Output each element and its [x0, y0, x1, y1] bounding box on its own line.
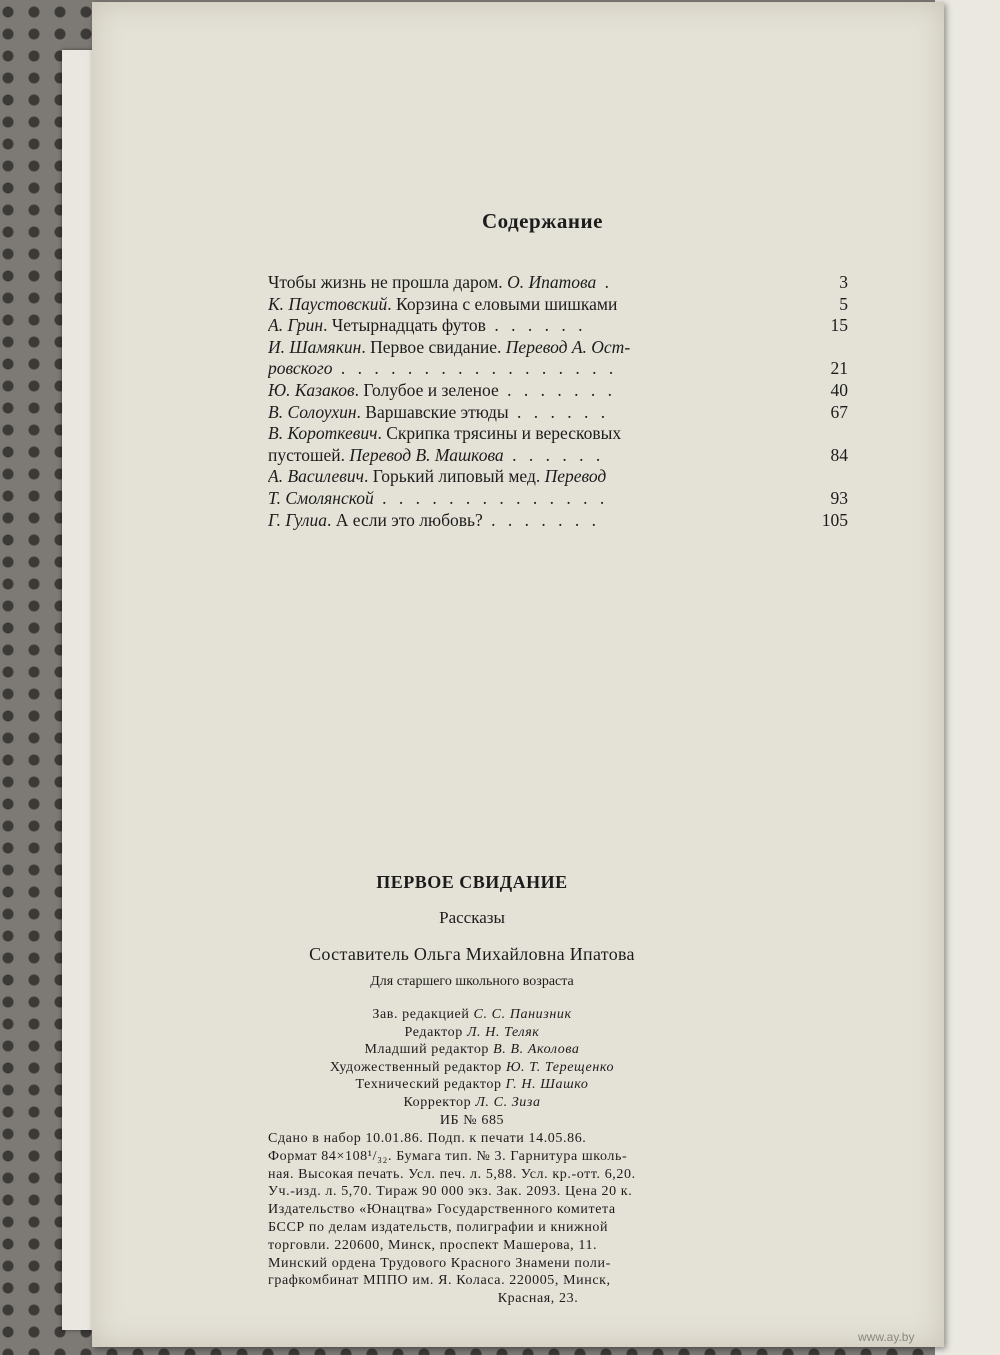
- book-title: ПЕРВОЕ СВИДАНИЕ: [376, 872, 568, 892]
- imprint-line: торговли. 220600, Минск, проспект Машерова, 11.: [268, 1237, 598, 1253]
- credit-line: Художественный редактор Ю. Т. Терещенко: [329, 1059, 615, 1075]
- toc-entry: А. Грин. Четырнадцать футов . . . . . . 15: [268, 315, 848, 336]
- imprint-line: Уч.-изд. л. 5,70. Тираж 90 000 экз. Зак. 2093. Цена 20 к.: [268, 1184, 633, 1200]
- imprint-line: Сдано в набор 10.01.86. Подп. к печати 14.05.86.: [268, 1131, 587, 1146]
- toc-entry: В. Короткевич. Скрипка трясины и вересковых: [268, 423, 622, 444]
- book-genre: Рассказы: [439, 908, 505, 927]
- credit-line: Редактор Л. Н. Теляк: [404, 1024, 540, 1040]
- imprint-line: Издательство «Юнацтва» Государственного комитета: [268, 1202, 616, 1218]
- toc-page-number: 5: [839, 293, 848, 314]
- credit-line: Зав. редакцией С. С. Панизник: [372, 1007, 572, 1022]
- audience-line: Для старшего школьного возраста: [370, 974, 574, 989]
- toc-entry: пустошей. Перевод В. Машкова . . . . . . 84: [268, 444, 848, 465]
- compiler-line: Составитель Ольга Михайловна Ипатова: [309, 944, 635, 964]
- imprint-line: Минский ордена Трудового Красного Знамени поли-: [268, 1255, 611, 1271]
- credit-line: Корректор Л. С. Зиза: [403, 1094, 541, 1110]
- toc-heading: Содержание: [482, 209, 603, 233]
- facing-page-edge: [935, 0, 1000, 1355]
- imprint-line: Красная, 23.: [497, 1291, 579, 1307]
- credit-line: Младший редактор В. В. Аколова: [364, 1042, 580, 1058]
- toc-page-number: 21: [830, 358, 848, 379]
- imprint-line: БССР по делам издательств, полиграфии и книжной: [268, 1219, 609, 1235]
- toc-page-number: 93: [830, 487, 848, 508]
- toc-entry: К. Паустовский. Корзина с еловыми шишками 5: [268, 293, 848, 314]
- credit-line: Технический редактор Г. Н. Шашко: [355, 1077, 589, 1093]
- toc-entry: В. Солоухин. Варшавские этюды . . . . . . 67: [268, 401, 848, 422]
- toc-page-number: 40: [830, 379, 848, 400]
- credit-line: ИБ № 685: [439, 1112, 505, 1128]
- toc-page-number: 84: [830, 444, 848, 465]
- toc-page-number: 105: [821, 509, 848, 530]
- table-of-contents: [268, 272, 848, 531]
- toc-entry: Г. Гулиа. А если это любовь? . . . . . . . 105: [268, 509, 848, 530]
- toc-entry: Ю. Казаков. Голубое и зеленое . . . . . . . 40: [268, 379, 848, 400]
- toc-page-number: 3: [839, 272, 848, 292]
- toc-entry: ровского . . . . . . . . . . . . . . . . . 21: [268, 358, 848, 379]
- imprint-line: Формат 84×108¹/₃₂. Бумага тип. № 3. Гарнитура школь-: [268, 1148, 628, 1164]
- editorial-credits: [92, 1006, 852, 1129]
- imprint-line: ная. Высокая печать. Усл. печ. л. 5,88. Усл. кр.-отт. 6,20.: [268, 1166, 636, 1182]
- toc-page-number: 67: [830, 401, 848, 422]
- imprint-line: графкомбинат МППО им. Я. Коласа. 220005, Минск,: [268, 1273, 611, 1289]
- toc-entry: Т. Смолянской . . . . . . . . . . . . . . 93: [268, 487, 848, 508]
- toc-entry: А. Василевич. Горький липовый мед. Перевод: [268, 466, 607, 487]
- toc-entry: И. Шамякин. Первое свидание. Перевод А. Ост-: [268, 336, 631, 357]
- toc-page-number: 15: [830, 315, 848, 336]
- book-page: [92, 2, 944, 1347]
- publication-imprint: [268, 1130, 808, 1308]
- site-watermark: www.ay.by: [858, 1330, 915, 1344]
- toc-entry: Чтобы жизнь не прошла даром. О. Ипатова . 3: [268, 272, 848, 292]
